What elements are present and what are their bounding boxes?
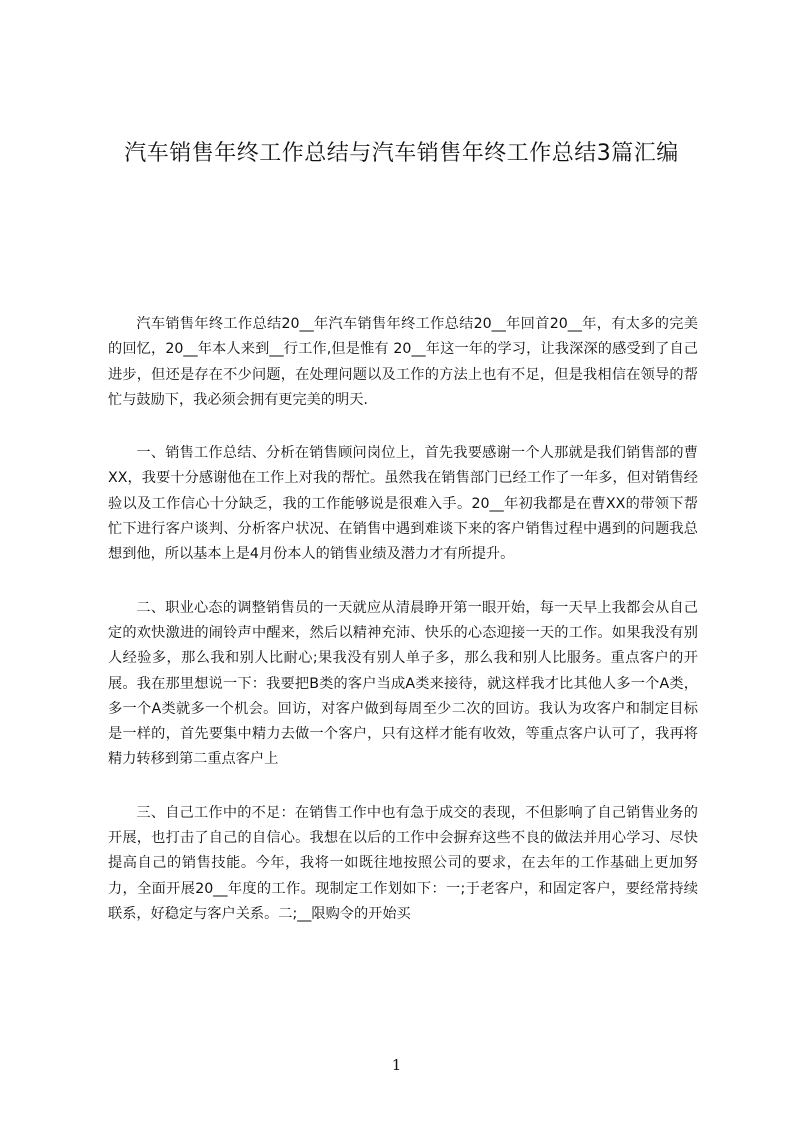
paragraph-shortcomings: 三、自己工作中的不足：在销售工作中也有急于成交的表现，不但影响了自己销售业务的开展，也打击了自己的自信心。我想在以后的工作中会摒弃这些不良的做法并用心学习、尽快提高自己的销售技能。今年，我将一如既往地按照公司的要求，在去年的工作基础上更加努力，全面开展20__年度的工作。现制定工作划如下：一;于老客户，和固定客户，要经常持续联系，好稳定与客户关系。二;__限购令的开始买	[108, 804, 698, 922]
paragraph-career-mindset: 二、职业心态的调整销售员的一天就应从清晨睁开第一眼开始，每一天早上我都会从自己定的欢快激进的闹铃声中醒来，然后以精神充沛、快乐的心态迎接一天的工作。如果我没有别人经验多，那么我和别人比耐心;果我没有别人单子多，那么我和别人比服务。重点客户的开展。我在那里想说一下：我要把B类的客户当成A类来接待，就这样我才比其他人多一个A类，多一个A类就多一个机会。回访，对客户做到每周至少二次的回访。我认为攻客户和制定目标是一样的，首先要集中精力去做一个客户，只有这样才能有收效，等重点客户认可了，我再将精力转移到第二重点客户上	[108, 599, 698, 768]
document-body	[108, 312, 698, 955]
paragraph-intro: 汽车销售年终工作总结20__年汽车销售年终工作总结20__年回首20__年，有太多的完美的回忆，20__年本人来到__行工作,但是惟有 20__年这一年的学习，让我深深的感受到了自己进步，但还是存在不少问题，在处理问题以及工作的方法上也有不足，但是我相信在领导的帮忙与鼓励下，我必须会拥有更完美的明天.	[108, 316, 698, 408]
page-number: 1	[391, 1056, 402, 1074]
paragraph-sales-summary: 一、销售工作总结、分析在销售顾问岗位上，首先我要感谢一个人那就是我们销售部的曹XX，我要十分感谢他在工作上对我的帮忙。虽然我在销售部门已经工作了一年多，但对销售经验以及工作信心十分缺乏，我的工作能够说是很难入手。20__年初我都是在曹XX的带领下帮忙下进行客户谈判、分析客户状况、在销售中遇到难谈下来的客户销售过程中遇到的问题我总想到他，所以基本上是4月份本人的销售业绩及潜力才有所提升。	[108, 445, 698, 563]
document-title: 汽车销售年终工作总结与汽车销售年终工作总结3篇汇编	[124, 141, 679, 166]
